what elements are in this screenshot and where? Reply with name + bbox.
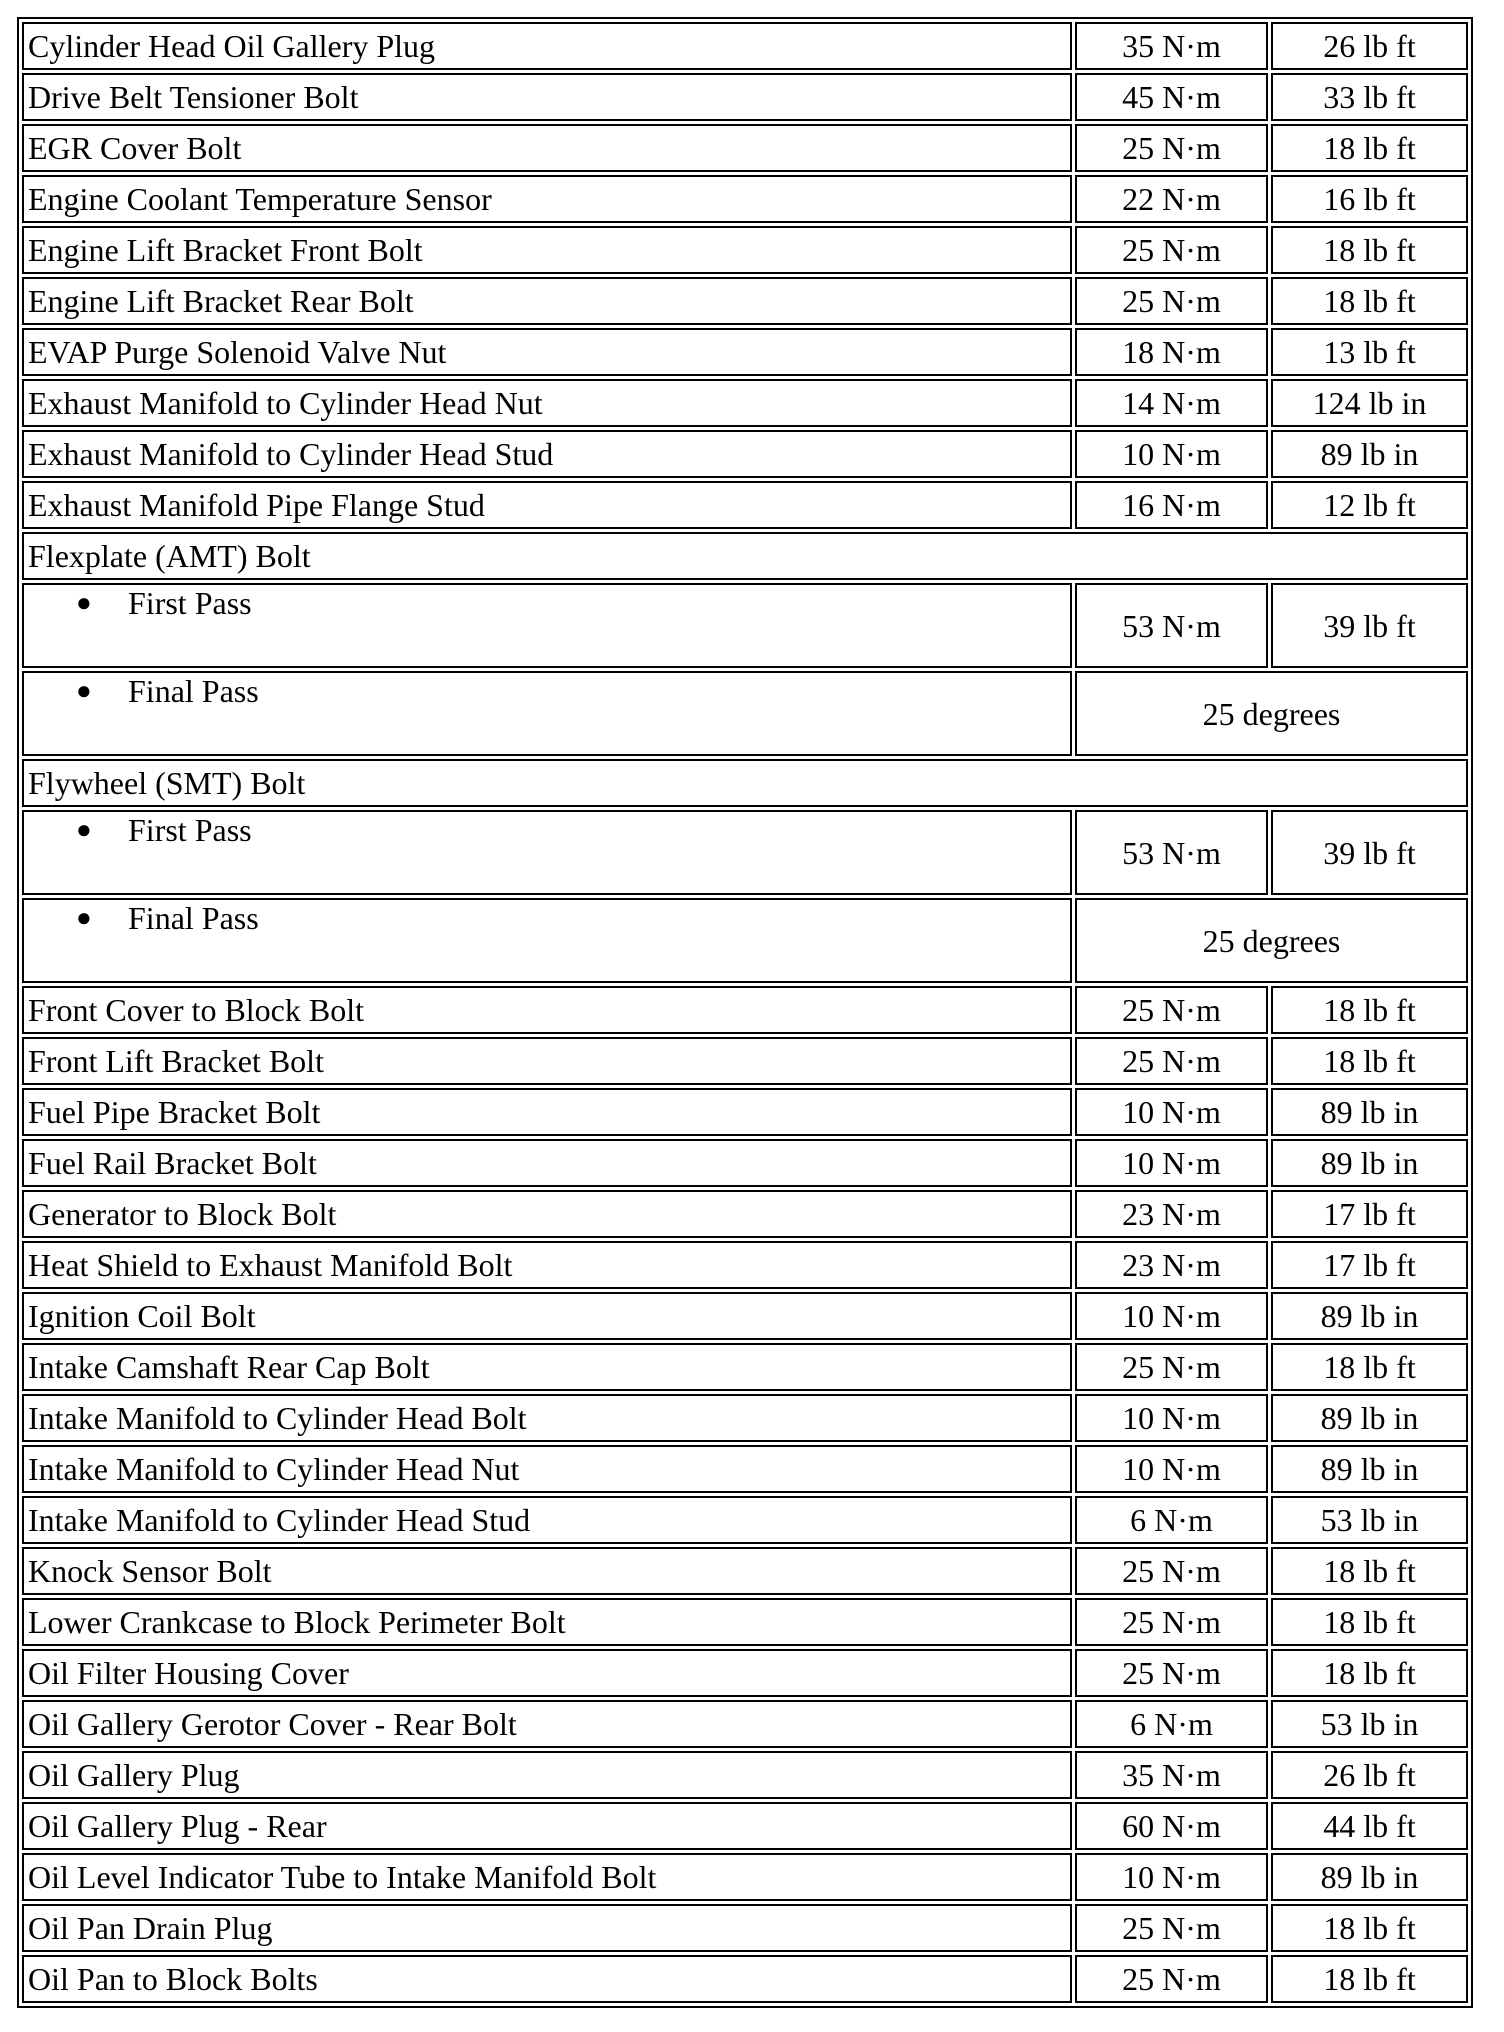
angle-spec-cell: 25 degrees	[1075, 898, 1468, 983]
component-name-cell: Oil Pan Drain Plug	[22, 1904, 1072, 1952]
sub-step-cell	[22, 671, 1072, 756]
english-torque-cell: 18 lb ft	[1271, 1904, 1468, 1952]
english-torque-cell: 39 lb ft	[1271, 583, 1468, 668]
english-torque-cell: 89 lb in	[1271, 1292, 1468, 1340]
bullet-icon: ●	[76, 815, 92, 844]
component-name-cell: Exhaust Manifold to Cylinder Head Nut	[22, 379, 1072, 427]
component-name-cell: Engine Coolant Temperature Sensor	[22, 175, 1072, 223]
table-row	[22, 430, 1468, 478]
table-row	[22, 1037, 1468, 1085]
sub-step-cell	[22, 810, 1072, 895]
component-name-cell: Oil Pan to Block Bolts	[22, 1955, 1072, 2003]
english-torque-cell: 18 lb ft	[1271, 1547, 1468, 1595]
metric-torque-cell: 10 N·m	[1075, 430, 1268, 478]
sub-step-row	[22, 583, 1468, 668]
sub-step-label: First Pass	[128, 585, 252, 621]
english-torque-cell: 89 lb in	[1271, 430, 1468, 478]
english-torque-cell: 18 lb ft	[1271, 1343, 1468, 1391]
metric-torque-cell: 53 N·m	[1075, 810, 1268, 895]
metric-torque-cell: 25 N·m	[1075, 986, 1268, 1034]
metric-torque-cell: 10 N·m	[1075, 1292, 1268, 1340]
english-torque-cell: 18 lb ft	[1271, 1598, 1468, 1646]
table-row	[22, 1751, 1468, 1799]
english-torque-cell: 18 lb ft	[1271, 1649, 1468, 1697]
metric-torque-cell: 25 N·m	[1075, 277, 1268, 325]
metric-torque-cell: 10 N·m	[1075, 1088, 1268, 1136]
table-row	[22, 1955, 1468, 2003]
table-row	[22, 1853, 1468, 1901]
metric-torque-cell: 10 N·m	[1075, 1445, 1268, 1493]
metric-torque-cell: 25 N·m	[1075, 1037, 1268, 1085]
bullet-icon: ●	[76, 903, 92, 932]
component-name-cell: Drive Belt Tensioner Bolt	[22, 73, 1072, 121]
component-name-cell: Exhaust Manifold Pipe Flange Stud	[22, 481, 1072, 529]
sub-step-row	[22, 671, 1468, 756]
table-row	[22, 1343, 1468, 1391]
bullet-item	[28, 585, 1066, 621]
metric-torque-cell: 10 N·m	[1075, 1139, 1268, 1187]
table-row	[22, 226, 1468, 274]
component-name-cell: EVAP Purge Solenoid Valve Nut	[22, 328, 1072, 376]
metric-torque-cell: 10 N·m	[1075, 1394, 1268, 1442]
table-row	[22, 22, 1468, 70]
metric-torque-cell: 23 N·m	[1075, 1190, 1268, 1238]
table-row	[22, 277, 1468, 325]
english-torque-cell: 26 lb ft	[1271, 1751, 1468, 1799]
metric-torque-cell: 10 N·m	[1075, 1853, 1268, 1901]
table-row	[22, 1292, 1468, 1340]
component-name-cell: Oil Filter Housing Cover	[22, 1649, 1072, 1697]
metric-torque-cell: 23 N·m	[1075, 1241, 1268, 1289]
metric-torque-cell: 35 N·m	[1075, 22, 1268, 70]
english-torque-cell: 53 lb in	[1271, 1700, 1468, 1748]
component-name-cell: Fuel Pipe Bracket Bolt	[22, 1088, 1072, 1136]
english-torque-cell: 18 lb ft	[1271, 226, 1468, 274]
metric-torque-cell: 25 N·m	[1075, 226, 1268, 274]
english-torque-cell: 18 lb ft	[1271, 277, 1468, 325]
metric-torque-cell: 60 N·m	[1075, 1802, 1268, 1850]
metric-torque-cell: 25 N·m	[1075, 1649, 1268, 1697]
metric-torque-cell: 53 N·m	[1075, 583, 1268, 668]
bullet-icon: ●	[76, 676, 92, 705]
sub-step-label: Final Pass	[128, 673, 259, 709]
table-row	[22, 1904, 1468, 1952]
component-name-cell: Knock Sensor Bolt	[22, 1547, 1072, 1595]
table-row	[22, 1649, 1468, 1697]
component-name-cell: Heat Shield to Exhaust Manifold Bolt	[22, 1241, 1072, 1289]
component-name-cell: Front Cover to Block Bolt	[22, 986, 1072, 1034]
table-row	[22, 73, 1468, 121]
component-name-cell: Oil Gallery Plug - Rear	[22, 1802, 1072, 1850]
component-name-cell: EGR Cover Bolt	[22, 124, 1072, 172]
group-header-row	[22, 759, 1468, 807]
metric-torque-cell: 25 N·m	[1075, 1547, 1268, 1595]
english-torque-cell: 17 lb ft	[1271, 1241, 1468, 1289]
english-torque-cell: 16 lb ft	[1271, 175, 1468, 223]
english-torque-cell: 89 lb in	[1271, 1445, 1468, 1493]
english-torque-cell: 89 lb in	[1271, 1139, 1468, 1187]
table-row	[22, 1700, 1468, 1748]
table-row	[22, 1190, 1468, 1238]
sub-step-row	[22, 898, 1468, 983]
english-torque-cell: 12 lb ft	[1271, 481, 1468, 529]
bullet-item	[28, 673, 1066, 709]
component-name-cell: Oil Gallery Plug	[22, 1751, 1072, 1799]
component-name-cell: Intake Manifold to Cylinder Head Bolt	[22, 1394, 1072, 1442]
angle-spec-cell: 25 degrees	[1075, 671, 1468, 756]
table-row	[22, 1496, 1468, 1544]
component-name-cell: Fuel Rail Bracket Bolt	[22, 1139, 1072, 1187]
component-name-cell: Exhaust Manifold to Cylinder Head Stud	[22, 430, 1072, 478]
metric-torque-cell: 25 N·m	[1075, 1598, 1268, 1646]
metric-torque-cell: 6 N·m	[1075, 1700, 1268, 1748]
english-torque-cell: 44 lb ft	[1271, 1802, 1468, 1850]
component-name-cell: Intake Camshaft Rear Cap Bolt	[22, 1343, 1072, 1391]
sub-step-label: Final Pass	[128, 900, 259, 936]
english-torque-cell: 18 lb ft	[1271, 124, 1468, 172]
table-row	[22, 1088, 1468, 1136]
metric-torque-cell: 25 N·m	[1075, 1955, 1268, 2003]
group-name-cell: Flexplate (AMT) Bolt	[22, 532, 1468, 580]
bullet-item	[28, 812, 1066, 848]
english-torque-cell: 89 lb in	[1271, 1394, 1468, 1442]
component-name-cell: Ignition Coil Bolt	[22, 1292, 1072, 1340]
table-row	[22, 379, 1468, 427]
table-row	[22, 1802, 1468, 1850]
metric-torque-cell: 25 N·m	[1075, 124, 1268, 172]
component-name-cell: Engine Lift Bracket Rear Bolt	[22, 277, 1072, 325]
table-row	[22, 328, 1468, 376]
sub-step-cell	[22, 898, 1072, 983]
table-row	[22, 124, 1468, 172]
component-name-cell: Cylinder Head Oil Gallery Plug	[22, 22, 1072, 70]
english-torque-cell: 17 lb ft	[1271, 1190, 1468, 1238]
sub-step-label: First Pass	[128, 812, 252, 848]
table-row	[22, 1547, 1468, 1595]
metric-torque-cell: 25 N·m	[1075, 1343, 1268, 1391]
component-name-cell: Engine Lift Bracket Front Bolt	[22, 226, 1072, 274]
table-row	[22, 1598, 1468, 1646]
table-row	[22, 1394, 1468, 1442]
torque-spec-table-body	[22, 22, 1468, 2003]
metric-torque-cell: 18 N·m	[1075, 328, 1268, 376]
english-torque-cell: 18 lb ft	[1271, 986, 1468, 1034]
english-torque-cell: 124 lb in	[1271, 379, 1468, 427]
group-header-row	[22, 532, 1468, 580]
metric-torque-cell: 45 N·m	[1075, 73, 1268, 121]
component-name-cell: Intake Manifold to Cylinder Head Nut	[22, 1445, 1072, 1493]
component-name-cell: Generator to Block Bolt	[22, 1190, 1072, 1238]
english-torque-cell: 13 lb ft	[1271, 328, 1468, 376]
metric-torque-cell: 25 N·m	[1075, 1904, 1268, 1952]
sub-step-cell	[22, 583, 1072, 668]
english-torque-cell: 18 lb ft	[1271, 1955, 1468, 2003]
metric-torque-cell: 22 N·m	[1075, 175, 1268, 223]
table-row	[22, 175, 1468, 223]
sub-step-row	[22, 810, 1468, 895]
english-torque-cell: 33 lb ft	[1271, 73, 1468, 121]
table-row	[22, 1139, 1468, 1187]
english-torque-cell: 89 lb in	[1271, 1088, 1468, 1136]
table-row	[22, 986, 1468, 1034]
group-name-cell: Flywheel (SMT) Bolt	[22, 759, 1468, 807]
component-name-cell: Lower Crankcase to Block Perimeter Bolt	[22, 1598, 1072, 1646]
component-name-cell: Front Lift Bracket Bolt	[22, 1037, 1072, 1085]
torque-spec-table	[17, 17, 1473, 2008]
english-torque-cell: 89 lb in	[1271, 1853, 1468, 1901]
bullet-icon: ●	[76, 588, 92, 617]
bullet-item	[28, 900, 1066, 936]
metric-torque-cell: 16 N·m	[1075, 481, 1268, 529]
table-row	[22, 1241, 1468, 1289]
english-torque-cell: 18 lb ft	[1271, 1037, 1468, 1085]
english-torque-cell: 26 lb ft	[1271, 22, 1468, 70]
english-torque-cell: 53 lb in	[1271, 1496, 1468, 1544]
table-row	[22, 481, 1468, 529]
component-name-cell: Oil Level Indicator Tube to Intake Manifold Bolt	[22, 1853, 1072, 1901]
component-name-cell: Oil Gallery Gerotor Cover - Rear Bolt	[22, 1700, 1072, 1748]
component-name-cell: Intake Manifold to Cylinder Head Stud	[22, 1496, 1072, 1544]
english-torque-cell: 39 lb ft	[1271, 810, 1468, 895]
metric-torque-cell: 35 N·m	[1075, 1751, 1268, 1799]
table-row	[22, 1445, 1468, 1493]
metric-torque-cell: 6 N·m	[1075, 1496, 1268, 1544]
metric-torque-cell: 14 N·m	[1075, 379, 1268, 427]
